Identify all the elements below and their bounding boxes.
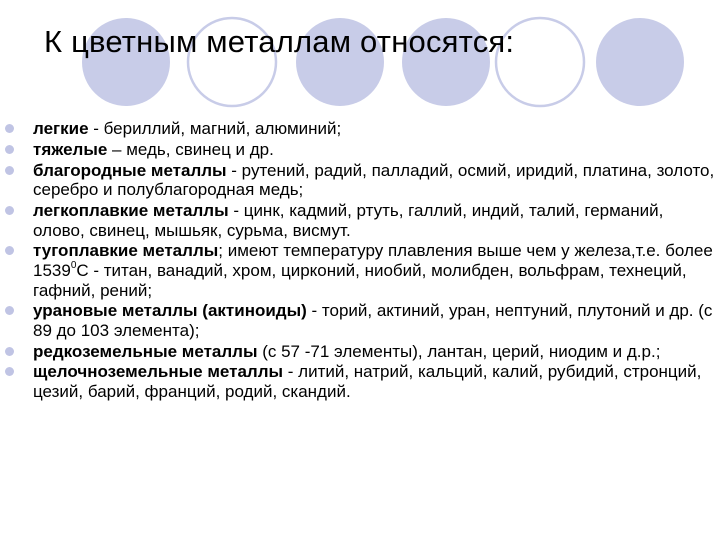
- item-text: - рутений, радий, палладий, осмий, иридий, платина, золото, серебро и полублагородная медь;: [33, 160, 715, 200]
- list-item: [0, 342, 720, 362]
- item-term: благородные металлы: [33, 160, 227, 180]
- degree-superscript: 0: [70, 260, 77, 272]
- decorative-circles: [0, 0, 720, 120]
- list-item: [0, 241, 720, 300]
- bullet-icon: [5, 166, 14, 175]
- list-item: [0, 119, 720, 139]
- item-term: тугоплавкие металлы: [33, 241, 219, 261]
- filled-circle-far-right: [596, 18, 684, 106]
- bullet-icon: [5, 246, 14, 255]
- item-text: (с 57 -71 элементы), лантан, церий, ниодим и д.р.;: [257, 341, 661, 361]
- list-item: [0, 161, 720, 200]
- item-term: тяжелые: [33, 139, 108, 159]
- bullet-icon: [5, 306, 14, 315]
- list-item: [0, 362, 720, 401]
- bullet-icon: [5, 145, 14, 154]
- item-text: - бериллий, магний, алюминий;: [88, 119, 342, 138]
- item-text: - торий, актиний, уран, нептуний, плутоний и др. (с 89 до 103 элемента);: [33, 301, 713, 340]
- item-term: урановые металлы (актиноиды): [33, 301, 307, 321]
- item-text: – медь, свинец и др.: [107, 139, 274, 159]
- list-item: [0, 140, 720, 160]
- bullet-icon: [5, 367, 14, 376]
- item-text: - цинк, кадмий, ртуть, галлий, индий, талий, германий, олово, свинец, мышьяк, сурьма, висмут.: [33, 200, 664, 240]
- item-term: редкоземельные металлы: [33, 341, 258, 361]
- item-term: щелочноземельные металлы: [33, 362, 284, 382]
- slide-title: К цветным металлам относятся:: [44, 24, 515, 59]
- item-text-continued: С - титан, ванадий, хром, цирконий, ниобий, молибден, вольфрам, технеций, гафний, рений;: [33, 260, 687, 300]
- item-term: легкоплавкие металлы: [33, 200, 229, 220]
- metals-list: [0, 119, 720, 403]
- item-text: ; имеют температуру плавления выше чем у железа,т.е. более 1539: [33, 241, 713, 280]
- item-term: легкие: [33, 119, 89, 138]
- bullet-icon: [5, 347, 14, 356]
- list-item: [0, 201, 720, 240]
- bullet-icon: [5, 206, 14, 215]
- item-text: - литий, натрий, кальций, калий, рубидий, стронций, цезий, барий, франций, родий, скандий.: [33, 362, 702, 402]
- list-item: [0, 301, 720, 340]
- bullet-icon: [5, 124, 14, 133]
